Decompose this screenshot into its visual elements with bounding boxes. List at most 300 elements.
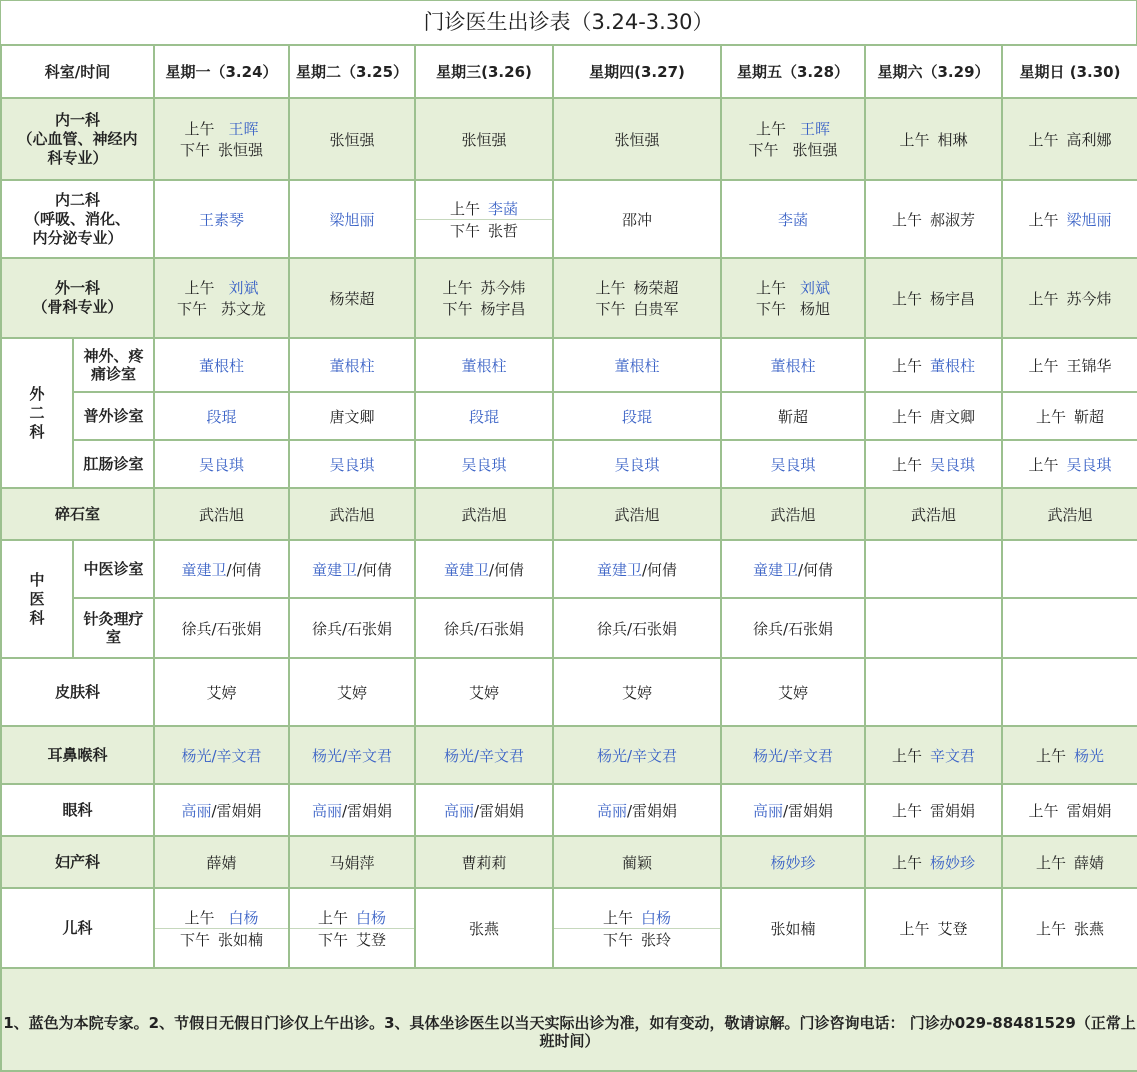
schedule-cell bbox=[721, 488, 865, 540]
schedule-cell bbox=[721, 338, 865, 392]
doctor-name: 武浩旭 bbox=[199, 505, 245, 524]
row-erbi bbox=[1, 726, 1137, 784]
dept-cell bbox=[1, 726, 154, 784]
dept-note: （心血管、神经内 bbox=[17, 129, 138, 148]
doctor-name: 张恒强 bbox=[218, 141, 264, 159]
doctor-name: 辛文君 bbox=[930, 746, 976, 765]
schedule-cell bbox=[154, 784, 289, 836]
dept-name: 外一科 bbox=[55, 279, 101, 297]
am-label: 上午 bbox=[756, 279, 787, 297]
schedule-cell bbox=[1002, 836, 1137, 888]
doctor-name: 高利娜 bbox=[1066, 130, 1112, 149]
dept-cell bbox=[1, 836, 154, 888]
schedule-cell bbox=[415, 836, 553, 888]
doctor-name: 吴良琪 bbox=[1066, 455, 1112, 474]
doctor-name: 靳超 bbox=[1074, 407, 1105, 426]
dept-name: 外二科 bbox=[29, 384, 45, 441]
am-label: 上午 bbox=[892, 853, 923, 872]
doctor-name: 武浩旭 bbox=[614, 505, 660, 524]
schedule-cell bbox=[865, 392, 1002, 440]
am-label: 上午 bbox=[184, 279, 215, 297]
schedule-cell bbox=[289, 440, 415, 488]
subdept-cell bbox=[73, 338, 154, 392]
doctor-name: 杨宇昌 bbox=[480, 300, 526, 318]
subdept-name: 室 bbox=[106, 628, 122, 646]
schedule-cell bbox=[865, 440, 1002, 488]
subdept-name: 痛诊室 bbox=[91, 365, 137, 383]
doctor-name: 童建卫 bbox=[596, 560, 642, 579]
doctor-name: 杨妙珍 bbox=[930, 853, 976, 872]
am-label: 上午 bbox=[1028, 130, 1059, 149]
doctor-name: 董根柱 bbox=[461, 356, 507, 375]
row-wai1 bbox=[1, 258, 1137, 338]
doctor-name: 杨光/辛文君 bbox=[752, 746, 834, 765]
pm-label: 下午 bbox=[177, 300, 208, 318]
header-day: 星期三(3.26) bbox=[415, 45, 553, 98]
doctor-name: 杨旭 bbox=[800, 300, 831, 318]
dept-cell bbox=[1, 338, 73, 488]
schedule-cell bbox=[721, 258, 865, 338]
doctor-name: 杨荣超 bbox=[633, 279, 679, 297]
am-label: 上午 bbox=[1028, 289, 1059, 308]
schedule-cell bbox=[1002, 440, 1137, 488]
row-wai2-sub3 bbox=[1, 440, 1137, 488]
am-label: 上午 bbox=[1036, 407, 1067, 426]
doctor-name: 曹莉莉 bbox=[461, 853, 507, 872]
am-label: 上午 bbox=[184, 908, 215, 927]
pm-label: 下午 bbox=[180, 930, 211, 949]
dept-cell bbox=[1, 488, 154, 540]
doctor-name: 杨光/辛文君 bbox=[181, 746, 262, 765]
doctor-name: 王晖 bbox=[800, 120, 831, 138]
doctor-name: 刘斌 bbox=[800, 279, 831, 297]
doctor-name: 杨妙珍 bbox=[770, 853, 816, 872]
schedule-cell bbox=[865, 488, 1002, 540]
doctor-name: 何倩 bbox=[231, 560, 262, 579]
doctor-name: 童建卫 bbox=[752, 560, 798, 579]
am-label: 上午 bbox=[892, 746, 923, 765]
doctor-name: 张恒强 bbox=[329, 130, 375, 149]
doctor-name: 艾登 bbox=[937, 919, 968, 938]
row-wai2-sub2 bbox=[1, 392, 1137, 440]
row-nei2 bbox=[1, 180, 1137, 258]
doctor-name: 李菡 bbox=[778, 210, 809, 229]
schedule-cell bbox=[1002, 338, 1137, 392]
footnote bbox=[1, 968, 1137, 1071]
am-label: 上午 bbox=[603, 908, 634, 927]
doctor-name: 张如楠 bbox=[770, 919, 816, 938]
pm-label: 下午 bbox=[318, 930, 349, 949]
schedule-cell bbox=[865, 836, 1002, 888]
am-label: 上午 bbox=[892, 407, 923, 426]
am-label: 上午 bbox=[892, 289, 923, 308]
doctor-name: 艾婷 bbox=[778, 683, 809, 702]
doctor-name: 李菡 bbox=[488, 199, 519, 218]
doctor-name: 白贵军 bbox=[633, 300, 679, 318]
schedule-cell bbox=[289, 258, 415, 338]
doctor-name: 何倩 bbox=[494, 560, 525, 579]
schedule-cell bbox=[1002, 180, 1137, 258]
header-dept: 科室/时间 bbox=[1, 45, 154, 98]
doctor-name: 艾婷 bbox=[337, 683, 368, 702]
schedule-cell-empty bbox=[865, 598, 1002, 658]
dept-cell bbox=[1, 540, 73, 658]
schedule-cell-empty bbox=[1002, 540, 1137, 598]
doctor-name: 高丽 bbox=[443, 801, 474, 820]
doctor-name: 武浩旭 bbox=[1047, 505, 1093, 524]
am-label: 上午 bbox=[1028, 356, 1059, 375]
schedule-cell bbox=[415, 440, 553, 488]
doctor-name: 吴良琪 bbox=[329, 455, 375, 474]
schedule-cell bbox=[415, 338, 553, 392]
schedule-cell bbox=[289, 598, 415, 658]
doctor-name: 邵冲 bbox=[622, 210, 653, 229]
am-label: 上午 bbox=[318, 908, 349, 927]
subdept-name: 普外诊室 bbox=[83, 407, 144, 425]
doctor-name: 相琳 bbox=[937, 130, 968, 149]
doctor-name: 雷娟娟 bbox=[479, 801, 525, 820]
schedule-cell bbox=[721, 440, 865, 488]
doctor-name: 张恒强 bbox=[461, 130, 507, 149]
footnote-text: 1、蓝色为本院专家。2、节假日无假日门诊仅上午出诊。3、具体坐诊医生以当天实际出诊为准，如有变动，敬请谅解。门诊咨询电话： 门诊办029-88481529（正常上班时间） bbox=[3, 1013, 1136, 1050]
schedule-cell bbox=[865, 258, 1002, 338]
doctor-name: 董根柱 bbox=[329, 356, 375, 375]
subdept-cell bbox=[73, 392, 154, 440]
schedule-cell bbox=[154, 540, 289, 598]
schedule-cell bbox=[721, 658, 865, 726]
doctor-name: 苏今炜 bbox=[480, 279, 526, 297]
schedule-cell bbox=[865, 726, 1002, 784]
schedule-cell bbox=[154, 836, 289, 888]
schedule-cell bbox=[415, 888, 553, 968]
note-row bbox=[1, 968, 1137, 1071]
dept-name: 妇产科 bbox=[55, 852, 101, 871]
schedule-cell bbox=[865, 180, 1002, 258]
am-label: 上午 bbox=[899, 130, 930, 149]
dept-note: （呼吸、消化、 bbox=[25, 209, 131, 228]
schedule-cell bbox=[415, 726, 553, 784]
header-day: 星期六（3.29） bbox=[865, 45, 1002, 98]
doctor-name: 董根柱 bbox=[930, 356, 976, 375]
doctor-name: 张哲 bbox=[488, 221, 519, 240]
schedule-cell-empty bbox=[865, 658, 1002, 726]
am-label: 上午 bbox=[1028, 210, 1059, 229]
doctor-name: 梁旭丽 bbox=[1066, 210, 1112, 229]
dept-cell bbox=[1, 784, 154, 836]
doctor-name: 薛婧 bbox=[1074, 853, 1105, 872]
row-pifu bbox=[1, 658, 1137, 726]
pm-label: 下午 bbox=[450, 221, 481, 240]
doctor-name: 艾登 bbox=[356, 930, 387, 949]
separator: / bbox=[641, 560, 648, 579]
doctor-name: 白杨 bbox=[356, 908, 387, 927]
separator: / bbox=[341, 801, 348, 820]
header-day: 星期一（3.24） bbox=[154, 45, 289, 98]
dept-cell bbox=[1, 98, 154, 180]
schedule-cell bbox=[1002, 98, 1137, 180]
schedule-cell bbox=[721, 392, 865, 440]
schedule-cell bbox=[721, 598, 865, 658]
schedule-cell bbox=[721, 180, 865, 258]
header-row bbox=[1, 45, 1137, 98]
doctor-name: 苏文龙 bbox=[221, 300, 267, 318]
doctor-name: 徐兵/石张娟 bbox=[181, 619, 262, 638]
schedule-cell-empty bbox=[1002, 598, 1137, 658]
subdept-name: 神外、疼 bbox=[83, 347, 144, 365]
doctor-name: 王晖 bbox=[228, 120, 259, 138]
doctor-name: 高丽 bbox=[752, 801, 783, 820]
schedule-cell bbox=[154, 726, 289, 784]
am-label: 上午 bbox=[1036, 853, 1067, 872]
doctor-name: 雷娟娟 bbox=[216, 801, 262, 820]
schedule-cell bbox=[865, 338, 1002, 392]
schedule-cell bbox=[1002, 392, 1137, 440]
header-day: 星期四(3.27) bbox=[553, 45, 721, 98]
dept-name: 皮肤科 bbox=[55, 682, 101, 701]
doctor-name: 雷娟娟 bbox=[632, 801, 678, 820]
row-erke bbox=[1, 888, 1137, 968]
schedule-cell bbox=[289, 392, 415, 440]
dept-name: 中医科 bbox=[29, 570, 45, 627]
doctor-name: 段琨 bbox=[469, 407, 500, 426]
schedule-cell bbox=[553, 488, 721, 540]
row-zhongyi-sub1 bbox=[1, 540, 1137, 598]
schedule-cell bbox=[1002, 258, 1137, 338]
schedule-cell bbox=[289, 338, 415, 392]
doctor-name: 杨宇昌 bbox=[930, 289, 976, 308]
dept-name: 儿科 bbox=[62, 918, 93, 937]
doctor-name: 白杨 bbox=[228, 908, 259, 927]
subdept-cell bbox=[73, 540, 154, 598]
schedule-cell bbox=[154, 338, 289, 392]
schedule-cell bbox=[865, 888, 1002, 968]
dept-name: 内一科 bbox=[55, 110, 101, 129]
schedule-cell bbox=[154, 98, 289, 180]
doctor-name: 杨光/辛文君 bbox=[596, 746, 678, 765]
am-label: 上午 bbox=[442, 279, 473, 297]
doctor-name: 高丽 bbox=[311, 801, 342, 820]
am-label: 上午 bbox=[892, 455, 923, 474]
schedule-cell bbox=[553, 392, 721, 440]
subdept-cell bbox=[73, 440, 154, 488]
pm-label: 下午 bbox=[180, 141, 211, 159]
doctor-name: 薛婧 bbox=[206, 853, 237, 872]
schedule-cell bbox=[721, 98, 865, 180]
schedule-cell bbox=[553, 540, 721, 598]
schedule-cell bbox=[289, 488, 415, 540]
doctor-name: 武浩旭 bbox=[329, 505, 375, 524]
pm-label: 下午 bbox=[756, 300, 787, 318]
doctor-name: 董根柱 bbox=[614, 356, 660, 375]
schedule-cell bbox=[553, 440, 721, 488]
doctor-name: 雷娟娟 bbox=[1066, 801, 1112, 820]
doctor-name: 张恒强 bbox=[792, 141, 838, 159]
separator: / bbox=[797, 560, 804, 579]
schedule-cell bbox=[1002, 784, 1137, 836]
doctor-name: 郝淑芳 bbox=[930, 210, 976, 229]
schedule-cell bbox=[865, 98, 1002, 180]
doctor-name: 吴良琪 bbox=[199, 455, 245, 474]
separator: / bbox=[211, 801, 217, 820]
schedule-cell bbox=[154, 440, 289, 488]
schedule-cell bbox=[721, 540, 865, 598]
doctor-name: 徐兵/石张娟 bbox=[596, 619, 678, 638]
row-yan bbox=[1, 784, 1137, 836]
am-label: 上午 bbox=[595, 279, 626, 297]
schedule-cell bbox=[289, 784, 415, 836]
schedule-cell bbox=[415, 258, 553, 338]
schedule-cell bbox=[415, 784, 553, 836]
schedule-cell-empty bbox=[1002, 658, 1137, 726]
dept-cell bbox=[1, 658, 154, 726]
dept-name: 眼科 bbox=[62, 800, 93, 819]
doctor-name: 武浩旭 bbox=[461, 505, 507, 524]
dept-cell bbox=[1, 888, 154, 968]
doctor-name: 雷娟娟 bbox=[930, 801, 976, 820]
doctor-name: 张燕 bbox=[469, 919, 500, 938]
schedule-cell bbox=[415, 488, 553, 540]
schedule-table bbox=[0, 44, 1137, 1072]
am-label: 上午 bbox=[756, 120, 787, 138]
row-zhongyi-sub2 bbox=[1, 598, 1137, 658]
am-label: 上午 bbox=[1028, 455, 1059, 474]
schedule-cell bbox=[289, 180, 415, 258]
doctor-name: 刘斌 bbox=[228, 279, 259, 297]
pm-label: 下午 bbox=[603, 930, 634, 949]
doctor-name: 蔺颖 bbox=[622, 853, 653, 872]
doctor-name: 梁旭丽 bbox=[329, 210, 375, 229]
separator: / bbox=[626, 801, 633, 820]
doctor-name: 段琨 bbox=[622, 407, 653, 426]
doctor-name: 张恒强 bbox=[614, 130, 660, 149]
subdept-name: 肛肠诊室 bbox=[83, 455, 144, 473]
doctor-name: 武浩旭 bbox=[911, 505, 957, 524]
header-day: 星期五（3.28） bbox=[721, 45, 865, 98]
schedule-cell bbox=[154, 888, 289, 968]
doctor-name: 杨光 bbox=[1074, 746, 1105, 765]
schedule-cell bbox=[289, 836, 415, 888]
schedule-cell-empty bbox=[865, 540, 1002, 598]
separator: / bbox=[226, 560, 232, 579]
schedule-cell bbox=[865, 784, 1002, 836]
doctor-name: 童建卫 bbox=[311, 560, 357, 579]
am-label: 上午 bbox=[1036, 919, 1067, 938]
doctor-name: 董根柱 bbox=[770, 356, 816, 375]
schedule-cell bbox=[289, 540, 415, 598]
pm-label: 下午 bbox=[595, 300, 626, 318]
doctor-name: 艾婷 bbox=[469, 683, 500, 702]
subdept-cell bbox=[73, 598, 154, 658]
doctor-name: 艾婷 bbox=[206, 683, 237, 702]
doctor-name: 吴良琪 bbox=[770, 455, 816, 474]
doctor-name: 张燕 bbox=[1074, 919, 1105, 938]
doctor-name: 董根柱 bbox=[199, 356, 245, 375]
doctor-name: 何倩 bbox=[803, 560, 834, 579]
schedule-cell bbox=[1002, 726, 1137, 784]
doctor-name: 何倩 bbox=[362, 560, 393, 579]
doctor-name: 杨光/辛文君 bbox=[443, 746, 525, 765]
doctor-name: 何倩 bbox=[647, 560, 678, 579]
schedule-cell bbox=[154, 488, 289, 540]
schedule-cell bbox=[721, 784, 865, 836]
header-day: 星期日 (3.30) bbox=[1002, 45, 1137, 98]
schedule-cell bbox=[415, 598, 553, 658]
schedule-cell bbox=[415, 658, 553, 726]
doctor-name: 杨荣超 bbox=[329, 289, 375, 308]
doctor-name: 唐文卿 bbox=[329, 407, 375, 426]
separator: / bbox=[488, 560, 495, 579]
schedule-cell bbox=[721, 726, 865, 784]
doctor-name: 靳超 bbox=[778, 407, 809, 426]
doctor-name: 武浩旭 bbox=[770, 505, 816, 524]
schedule-cell bbox=[721, 836, 865, 888]
doctor-name: 徐兵/石张娟 bbox=[311, 619, 393, 638]
dept-note: （骨科专业） bbox=[32, 298, 123, 316]
doctor-name: 高丽 bbox=[181, 801, 212, 820]
subdept-name: 针灸理疗 bbox=[83, 610, 144, 628]
schedule-cell bbox=[553, 180, 721, 258]
doctor-name: 王锦华 bbox=[1066, 356, 1112, 375]
doctor-name: 徐兵/石张娟 bbox=[443, 619, 525, 638]
schedule-cell bbox=[289, 658, 415, 726]
doctor-name: 唐文卿 bbox=[930, 407, 976, 426]
pm-label: 下午 bbox=[442, 300, 473, 318]
schedule-cell bbox=[553, 258, 721, 338]
doctor-name: 童建卫 bbox=[443, 560, 489, 579]
schedule-cell bbox=[553, 658, 721, 726]
schedule-cell bbox=[154, 658, 289, 726]
am-label: 上午 bbox=[892, 801, 923, 820]
doctor-name: 雷娟娟 bbox=[347, 801, 393, 820]
header-day: 星期二（3.25） bbox=[289, 45, 415, 98]
pm-label: 下午 bbox=[748, 141, 779, 159]
schedule-cell bbox=[1002, 888, 1137, 968]
schedule-cell bbox=[553, 338, 721, 392]
doctor-name: 马娟萍 bbox=[329, 853, 375, 872]
doctor-name: 吴良琪 bbox=[614, 455, 660, 474]
am-label: 上午 bbox=[899, 919, 930, 938]
schedule-cell bbox=[553, 888, 721, 968]
doctor-name: 吴良琪 bbox=[930, 455, 976, 474]
dept-name: 耳鼻喉科 bbox=[47, 745, 108, 764]
doctor-name: 王素琴 bbox=[199, 210, 245, 229]
schedule-cell bbox=[289, 98, 415, 180]
doctor-name: 张如楠 bbox=[218, 930, 264, 949]
am-label: 上午 bbox=[450, 199, 481, 218]
schedule-cell bbox=[154, 392, 289, 440]
row-fuchan bbox=[1, 836, 1137, 888]
row-nei1 bbox=[1, 98, 1137, 180]
subdept-name: 中医诊室 bbox=[83, 560, 144, 578]
doctor-name: 雷娟娟 bbox=[788, 801, 834, 820]
am-label: 上午 bbox=[1028, 801, 1059, 820]
doctor-name: 段琨 bbox=[206, 407, 237, 426]
dept-name: 内二科 bbox=[55, 190, 101, 209]
am-label: 上午 bbox=[184, 120, 215, 138]
am-label: 上午 bbox=[892, 356, 923, 375]
row-suishi bbox=[1, 488, 1137, 540]
schedule-cell bbox=[154, 598, 289, 658]
doctor-name: 苏今炜 bbox=[1066, 289, 1112, 308]
doctor-name: 白杨 bbox=[641, 908, 672, 927]
schedule-cell bbox=[553, 836, 721, 888]
doctor-name: 艾婷 bbox=[622, 683, 653, 702]
schedule-cell bbox=[415, 98, 553, 180]
schedule-cell bbox=[289, 726, 415, 784]
doctor-name: 杨光/辛文君 bbox=[311, 746, 393, 765]
doctor-name: 徐兵/石张娟 bbox=[752, 619, 834, 638]
schedule-cell bbox=[415, 392, 553, 440]
